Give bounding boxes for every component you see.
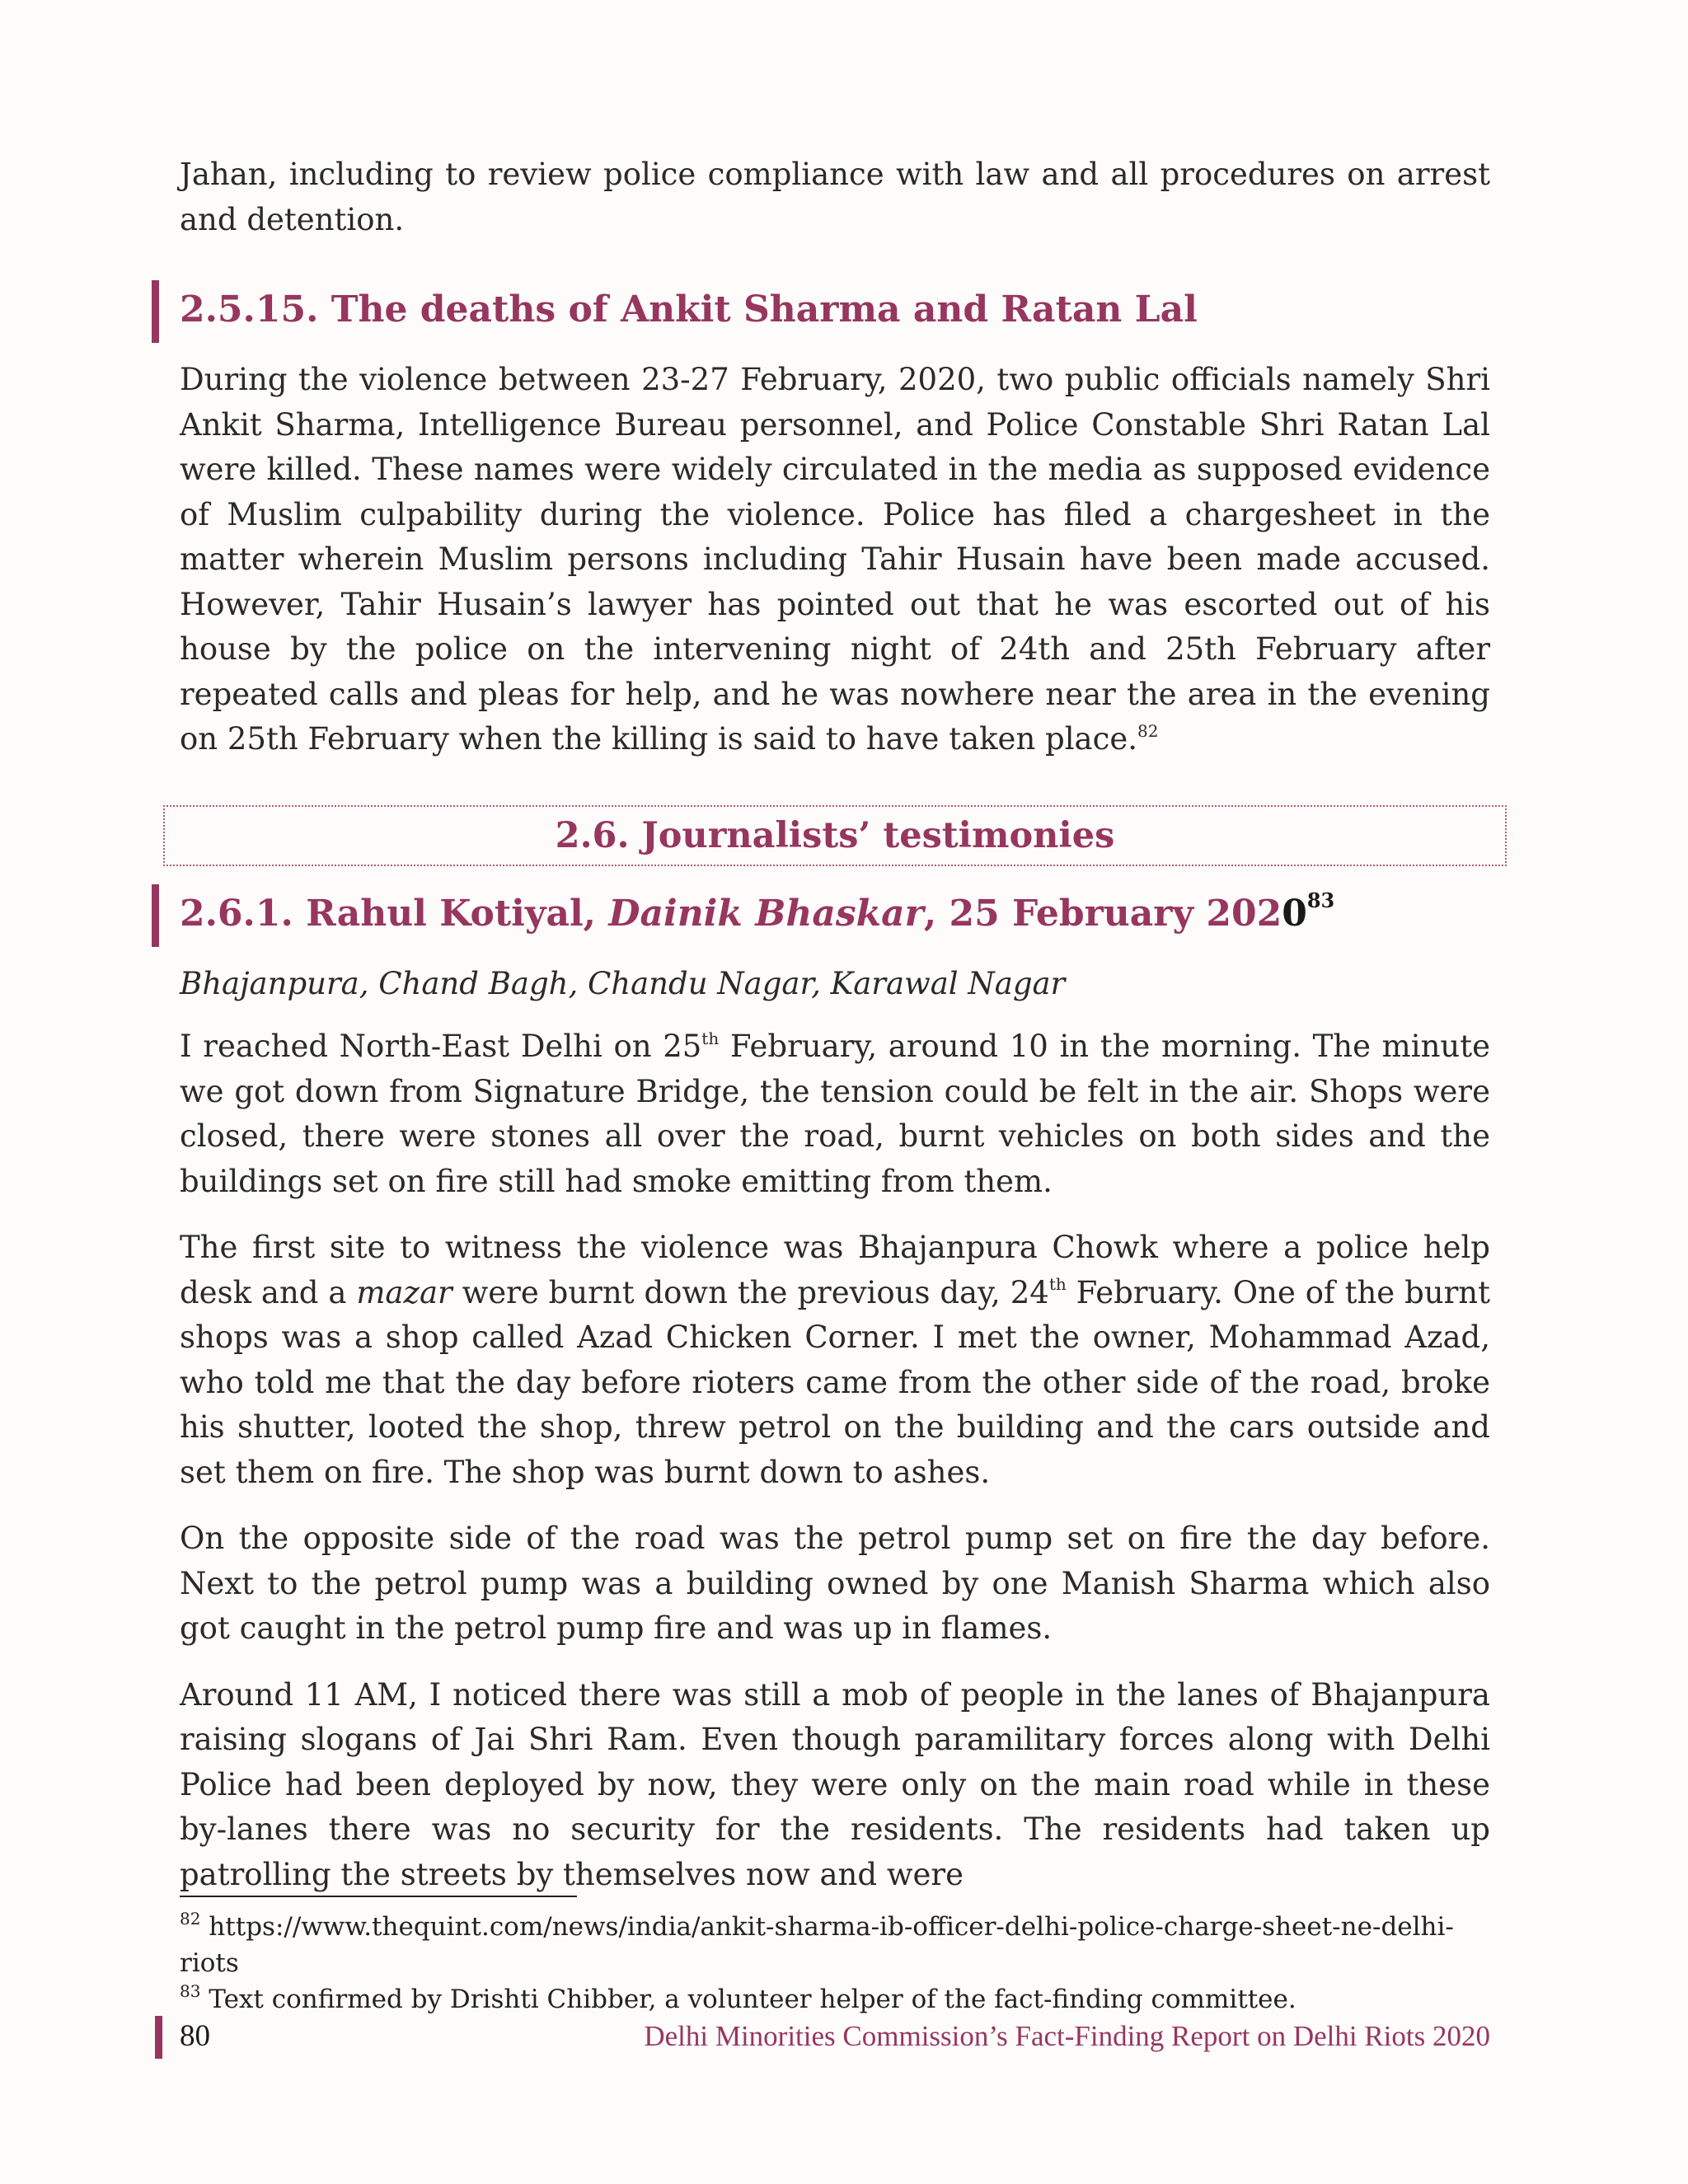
p2-text-b: were burnt down the previous day, 24 — [452, 1274, 1049, 1310]
places-subtitle: Bhajanpura, Chand Bagh, Chandu Nagar, Karawal Nagar — [180, 965, 1066, 1001]
testimony-paragraph-2 — [180, 1226, 1490, 1495]
page-footer — [155, 2016, 1490, 2057]
footer-accent-bar — [155, 2016, 162, 2059]
paragraph-ankit-sharma-ratan-lal — [180, 358, 1490, 762]
footnote-83 — [180, 1981, 1498, 2018]
testimony-paragraph-4: Around 11 AM, I noticed there was still a mob of people in the lanes of Bhajanpura raising slogans of Jai Shri Ram. Even though paramilitary forces along with Delhi Police had been deployed by now, they were only on the main road while in these by-lanes there was no security for the residents. The residents had taken up patrolling the streets by themselves now and were — [180, 1676, 1490, 1892]
heading-date-last: 0 — [1282, 892, 1307, 935]
p1-text-a: I reached North-East Delhi on 25 — [180, 1029, 702, 1064]
heading-2-6-journalists-testimonies: 2.6. Journalists’ testimonies — [163, 805, 1507, 866]
p2-text-a: The first site to witness the violence was Bhajanpura Chowk where a police help desk and a — [180, 1230, 1490, 1310]
report-title: Delhi Minorities Commission’s Fact-Finding Report on Delhi Riots 2020 — [644, 2020, 1490, 2052]
footnote-ref-82[interactable]: 82 — [1137, 720, 1159, 741]
p1-text-b: February, around 10 in the morning. The minute we got down from Signature Bridge, the tension could be felt in the air. Shops were closed, there were stones all over the road, burnt vehicles on both sides and the buildings set on fire still had smoke emitting from them. — [180, 1029, 1491, 1199]
main-content — [180, 152, 1490, 1919]
footnote-82 — [180, 1909, 1498, 1981]
p2-mazar: mazar — [356, 1274, 452, 1310]
footnote-number: 82 — [180, 1908, 201, 1929]
heading-2-6-1 — [180, 889, 1490, 939]
footnote-ref-83[interactable]: 83 — [1306, 888, 1335, 912]
footnote-link[interactable]: https://www.thequint.com/news/india/ankit-sharma-ib-officer-delhi-police-charge-sheet-ne-delhi-riots — [180, 1912, 1454, 1978]
footnote-number: 83 — [180, 1980, 201, 2001]
page-number: 80 — [180, 2019, 210, 2053]
heading-publication: Dainik Bhaskar — [608, 892, 924, 935]
testimony-paragraph-3: On the opposite side of the road was the petrol pump set on fire the day before. Next to the petrol pump was a building owned by one Manish Sharma which also got caught in the petrol pump fire and was up in flames. — [180, 1521, 1490, 1646]
heading-prefix: 2.6.1. Rahul Kotiyal, — [180, 892, 609, 935]
footnote-text: Text confirmed by Drishti Chibber, a volunteer helper of the fact-finding committee. — [200, 1985, 1296, 2014]
heading-date: , 25 February 202 — [923, 892, 1282, 935]
p1-ordinal: th — [701, 1028, 720, 1048]
paragraph-text: During the violence between 23-27 February, 2020, two public officials namely Shri Ankit Sharma, Intelligence Bureau personnel, and Police Constable Shri Ratan Lal were killed. These names were widely circulated in the media as supposed evidence of Muslim culpability during the violence. Police has filed a chargesheet in the matter wherein Muslim persons including Tahir Husain have been made accused. However, Tahir Husain’s lawyer has pointed out that he was escorted out of his house by the police on the intervening night of 24th and 25th February after repeated calls and pleas for help, and he was nowhere near the area in the evening on 25th February when the killing is said to have taken place. — [180, 362, 1490, 757]
heading-2-5-15: 2.5.15. The deaths of Ankit Sharma and Ratan Lal — [180, 285, 1490, 335]
footnotes — [180, 1896, 1498, 2018]
p2-text-c: February. One of the burnt shops was a shop called Azad Chicken Corner. I met the owner, Mohammad Azad, who told me that the day before rioters came from the other side of the road, broke his shutter, looted the shop, threw petrol on the building and the cars outside and set them on fire. The shop was burnt down to ashes. — [180, 1274, 1491, 1490]
footnote-divider — [180, 1896, 577, 1897]
intro-paragraph: Jahan, including to review police compliance with law and all procedures on arrest and detention. — [180, 157, 1490, 237]
p2-ordinal: th — [1048, 1274, 1067, 1295]
testimony-paragraph-1 — [180, 1024, 1490, 1204]
